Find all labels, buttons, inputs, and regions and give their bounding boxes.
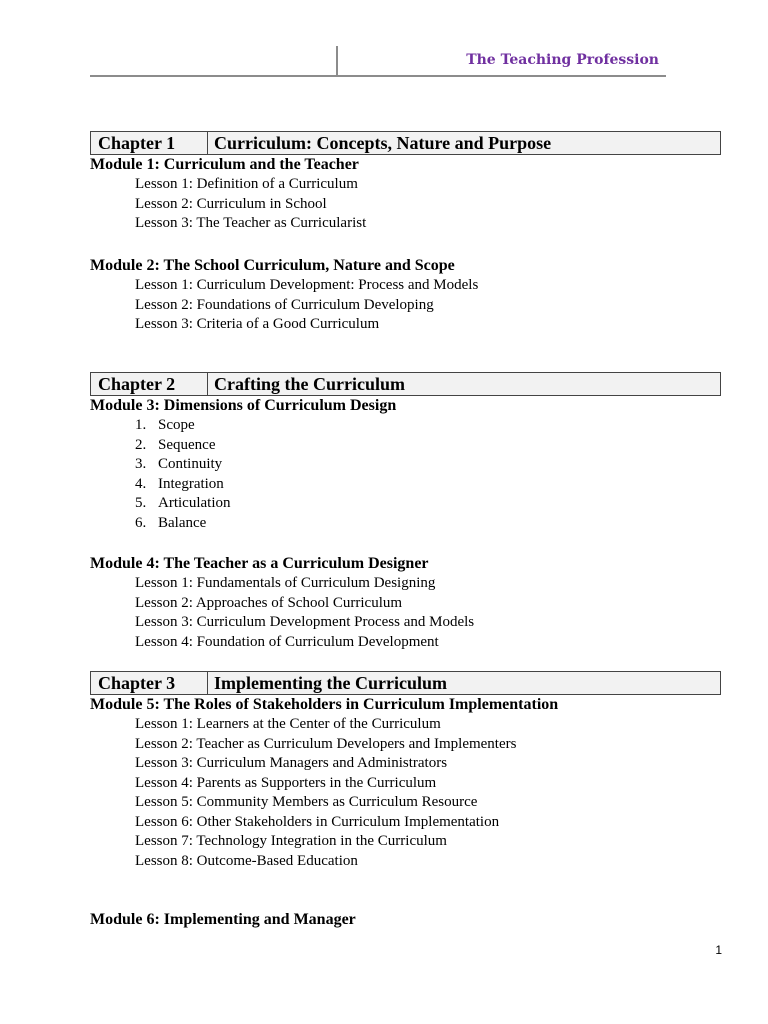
lesson-item: Lesson 2: Foundations of Curriculum Developing [135,296,434,313]
lesson-item: Lesson 1: Learners at the Center of the Curriculum [135,716,441,732]
lesson-item: Lesson 2: Teacher as Curriculum Developers and Implementers [135,735,517,752]
numbered-item [90,475,730,495]
lesson-item: Lesson 2: Curriculum in School [135,195,327,212]
item-text: Scope [158,417,195,433]
lesson-item: Lesson 2: Approaches of School Curriculum [135,594,403,611]
module-title: Module 4: The Teacher as a Curriculum Designer [90,555,429,572]
module-6-section [90,910,730,930]
module-2-section [90,256,730,335]
chapter-3-section [90,671,730,871]
numbered-item [90,514,730,534]
chapter-2-heading [90,372,721,396]
lesson-item: Lesson 4: Foundation of Curriculum Development [135,633,439,650]
chapter-title: Crafting the Curriculum [214,373,405,394]
item-number: 4. [135,475,147,492]
item-text: Sequence [158,436,216,453]
numbered-item [90,494,730,514]
header-rule [90,75,666,77]
page-number: 1 [715,943,722,957]
numbered-item [90,436,730,456]
item-number: 2. [135,436,147,453]
chapter-1-section [90,131,730,234]
item-text: Articulation [158,495,231,511]
module-title: Module 6: Implementing and Manager [90,911,356,928]
numbered-item [90,416,730,436]
running-header-title: The Teaching Profession [466,52,659,68]
module-title: Module 5: The Roles of Stakeholders in Curriculum Implementation [90,696,559,713]
lesson-item: Lesson 7: Technology Integration in the Curriculum [135,833,447,849]
lesson-item: Lesson 8: Outcome-Based Education [135,852,358,869]
chapter-3-heading [90,671,721,695]
module-title: Module 3: Dimensions of Curriculum Design [90,397,397,414]
item-number: 1. [135,417,147,433]
chapter-title: Implementing the Curriculum [214,672,447,693]
item-text: Balance [158,514,207,531]
module-title: Module 1: Curriculum and the Teacher [90,156,359,173]
lesson-item: Lesson 1: Definition of a Curriculum [135,176,358,192]
chapter-number: Chapter 3 [91,672,208,694]
lesson-item: Lesson 3: Curriculum Development Process and Models [135,614,475,630]
module-title: Module 2: The School Curriculum, Nature and Scope [90,257,455,274]
numbered-item [90,455,730,475]
chapter-1-heading [90,131,721,155]
lesson-item: Lesson 3: Criteria of a Good Curriculum [135,316,380,332]
item-number: 3. [135,456,147,472]
lesson-item: Lesson 1: Fundamentals of Curriculum Designing [135,575,436,591]
lesson-item: Lesson 3: The Teacher as Curricularist [135,215,367,231]
chapter-title: Curriculum: Concepts, Nature and Purpose [214,132,552,153]
item-number: 6. [135,514,147,531]
item-text: Continuity [158,456,223,472]
item-number: 5. [135,495,147,511]
lesson-item: Lesson 4: Parents as Supporters in the Curriculum [135,774,437,791]
lesson-item: Lesson 3: Curriculum Managers and Administrators [135,755,448,771]
module-4-section [90,554,730,652]
lesson-item: Lesson 6: Other Stakeholders in Curriculum Implementation [135,813,500,830]
chapter-number: Chapter 1 [91,132,208,154]
lesson-item: Lesson 1: Curriculum Development: Process and Models [135,277,479,293]
chapter-2-section [90,372,730,533]
item-text: Integration [158,475,224,492]
header-divider-tick [336,46,338,77]
chapter-number: Chapter 2 [91,373,208,395]
lesson-item: Lesson 5: Community Members as Curriculum Resource [135,794,478,810]
